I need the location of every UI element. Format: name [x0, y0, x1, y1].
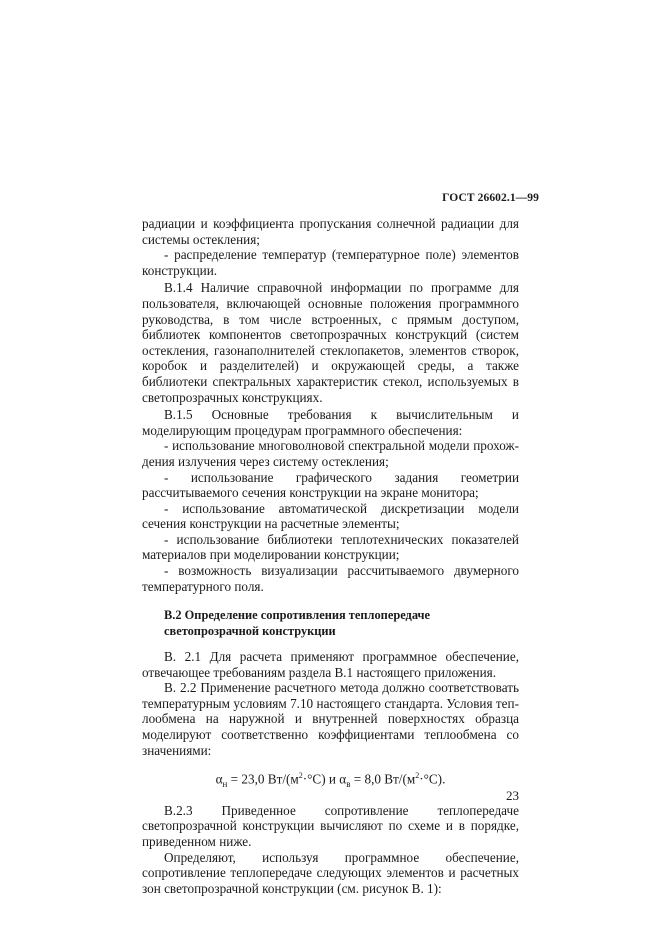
unit-outer-a: Вт/(м [267, 771, 299, 787]
alpha-inner-value: 8,0 [364, 771, 381, 787]
paragraph-continuation: радиации и коэффициента пропускания солнечной радиации для системы остекления; [142, 216, 519, 247]
section-heading-b-2 [142, 608, 519, 639]
section-title: Определение сопротивления теплопередаче светопрозрачной конструкции [164, 608, 431, 638]
paragraph-b-2-2: В. 2.2 Применение расчетного метода должно соответствовать температурным условиям 7.10 настоящего стандарта. Условия теплообмена на наружной и внутренней поверхностях образца моделируют соответственно коэффициентами теплообмена со значениями: [142, 680, 519, 758]
paragraph-b-1-4: В.1.4 Наличие справочной информации по программе для пользователя, включающей основные положения программного руководства, в том числе встроенных, с прямым доступом, библиотек компонентов светопрозрачных конструкций (систем остекления, газонаполнителей стеклопакетов, элементов створок, коробок и разделителей) и окружающей среды, а также библиотеки спектральных характеристик стекол, используемых в светопрозрачных конструкциях. [142, 280, 519, 405]
alpha-outer-value: 23,0 [241, 771, 265, 787]
list-item-temperature-distribution: - распределение температур (температурное поле) элементов конструкции. [142, 247, 519, 278]
unit-outer-sup: 2 [298, 771, 303, 781]
unit-outer-b: ·°С) [302, 771, 326, 787]
list-item-spectral-model: - использование многоволновой спектральной модели прохождения излучения через систему остекления; [142, 438, 519, 469]
heat-exchange-formula: $\alpha_н = 23,0$ $Вт/(м^2\cdot^\circ С)$ и $\alpha_в = 8,0$ $Вт/(м^2\cdot^\circ С)$. [215, 771, 446, 790]
paragraph-b-1-5: В.1.5 Основные требования к вычислительным и моделирующим процедурам программного обеспечения: [142, 407, 519, 438]
page-body [142, 216, 519, 896]
unit-inner-a: Вт/(м [384, 771, 416, 787]
alpha-inner-subscript: в [346, 779, 351, 790]
alpha-outer-subscript: н [222, 779, 228, 790]
page-number: 23 [506, 788, 519, 803]
list-item-discretization: - использование автоматической дискретизации модели сечения конструкции на расчетные элементы; [142, 500, 519, 532]
paragraph-determination: Определяют, используя программное обеспечение, сопротивление теплопередаче следующих элементов и расчетных зон светопрозрачной конструкции (см. рисунок В. 1): [142, 849, 519, 896]
section-number: В.2 [164, 608, 182, 623]
list-item-visualization: - возможность визуализации рассчитываемого двумерного температурного поля. [142, 563, 519, 594]
document-code-header: ГОСТ 26602.1—99 [442, 192, 539, 204]
formula-conjunction: и [328, 771, 336, 787]
list-item-materials-library: - использование библиотеки теплотехнических показателей материалов при моделировании конструкции; [142, 531, 519, 563]
paragraph-b-2-1: В. 2.1 Для расчета применяют программное обеспечение, отвечающее требованиям раздела В.1 настоящего приложения. [142, 649, 519, 680]
alpha-inner-symbol: α [339, 771, 347, 787]
unit-inner-b: ·°С) [419, 771, 443, 787]
list-item-graphical-geometry: - использование графического задания геометрии рассчитываемого сечения конструкции на экране монитора; [142, 469, 519, 501]
paragraph-b-2-3: В.2.3 Приведенное сопротивление теплопередаче светопрозрачной конструкции вычисляют по схеме и в порядке, приведенном ниже. [142, 802, 519, 850]
unit-inner-sup: 2 [415, 771, 420, 781]
alpha-outer-symbol: α [215, 771, 223, 787]
